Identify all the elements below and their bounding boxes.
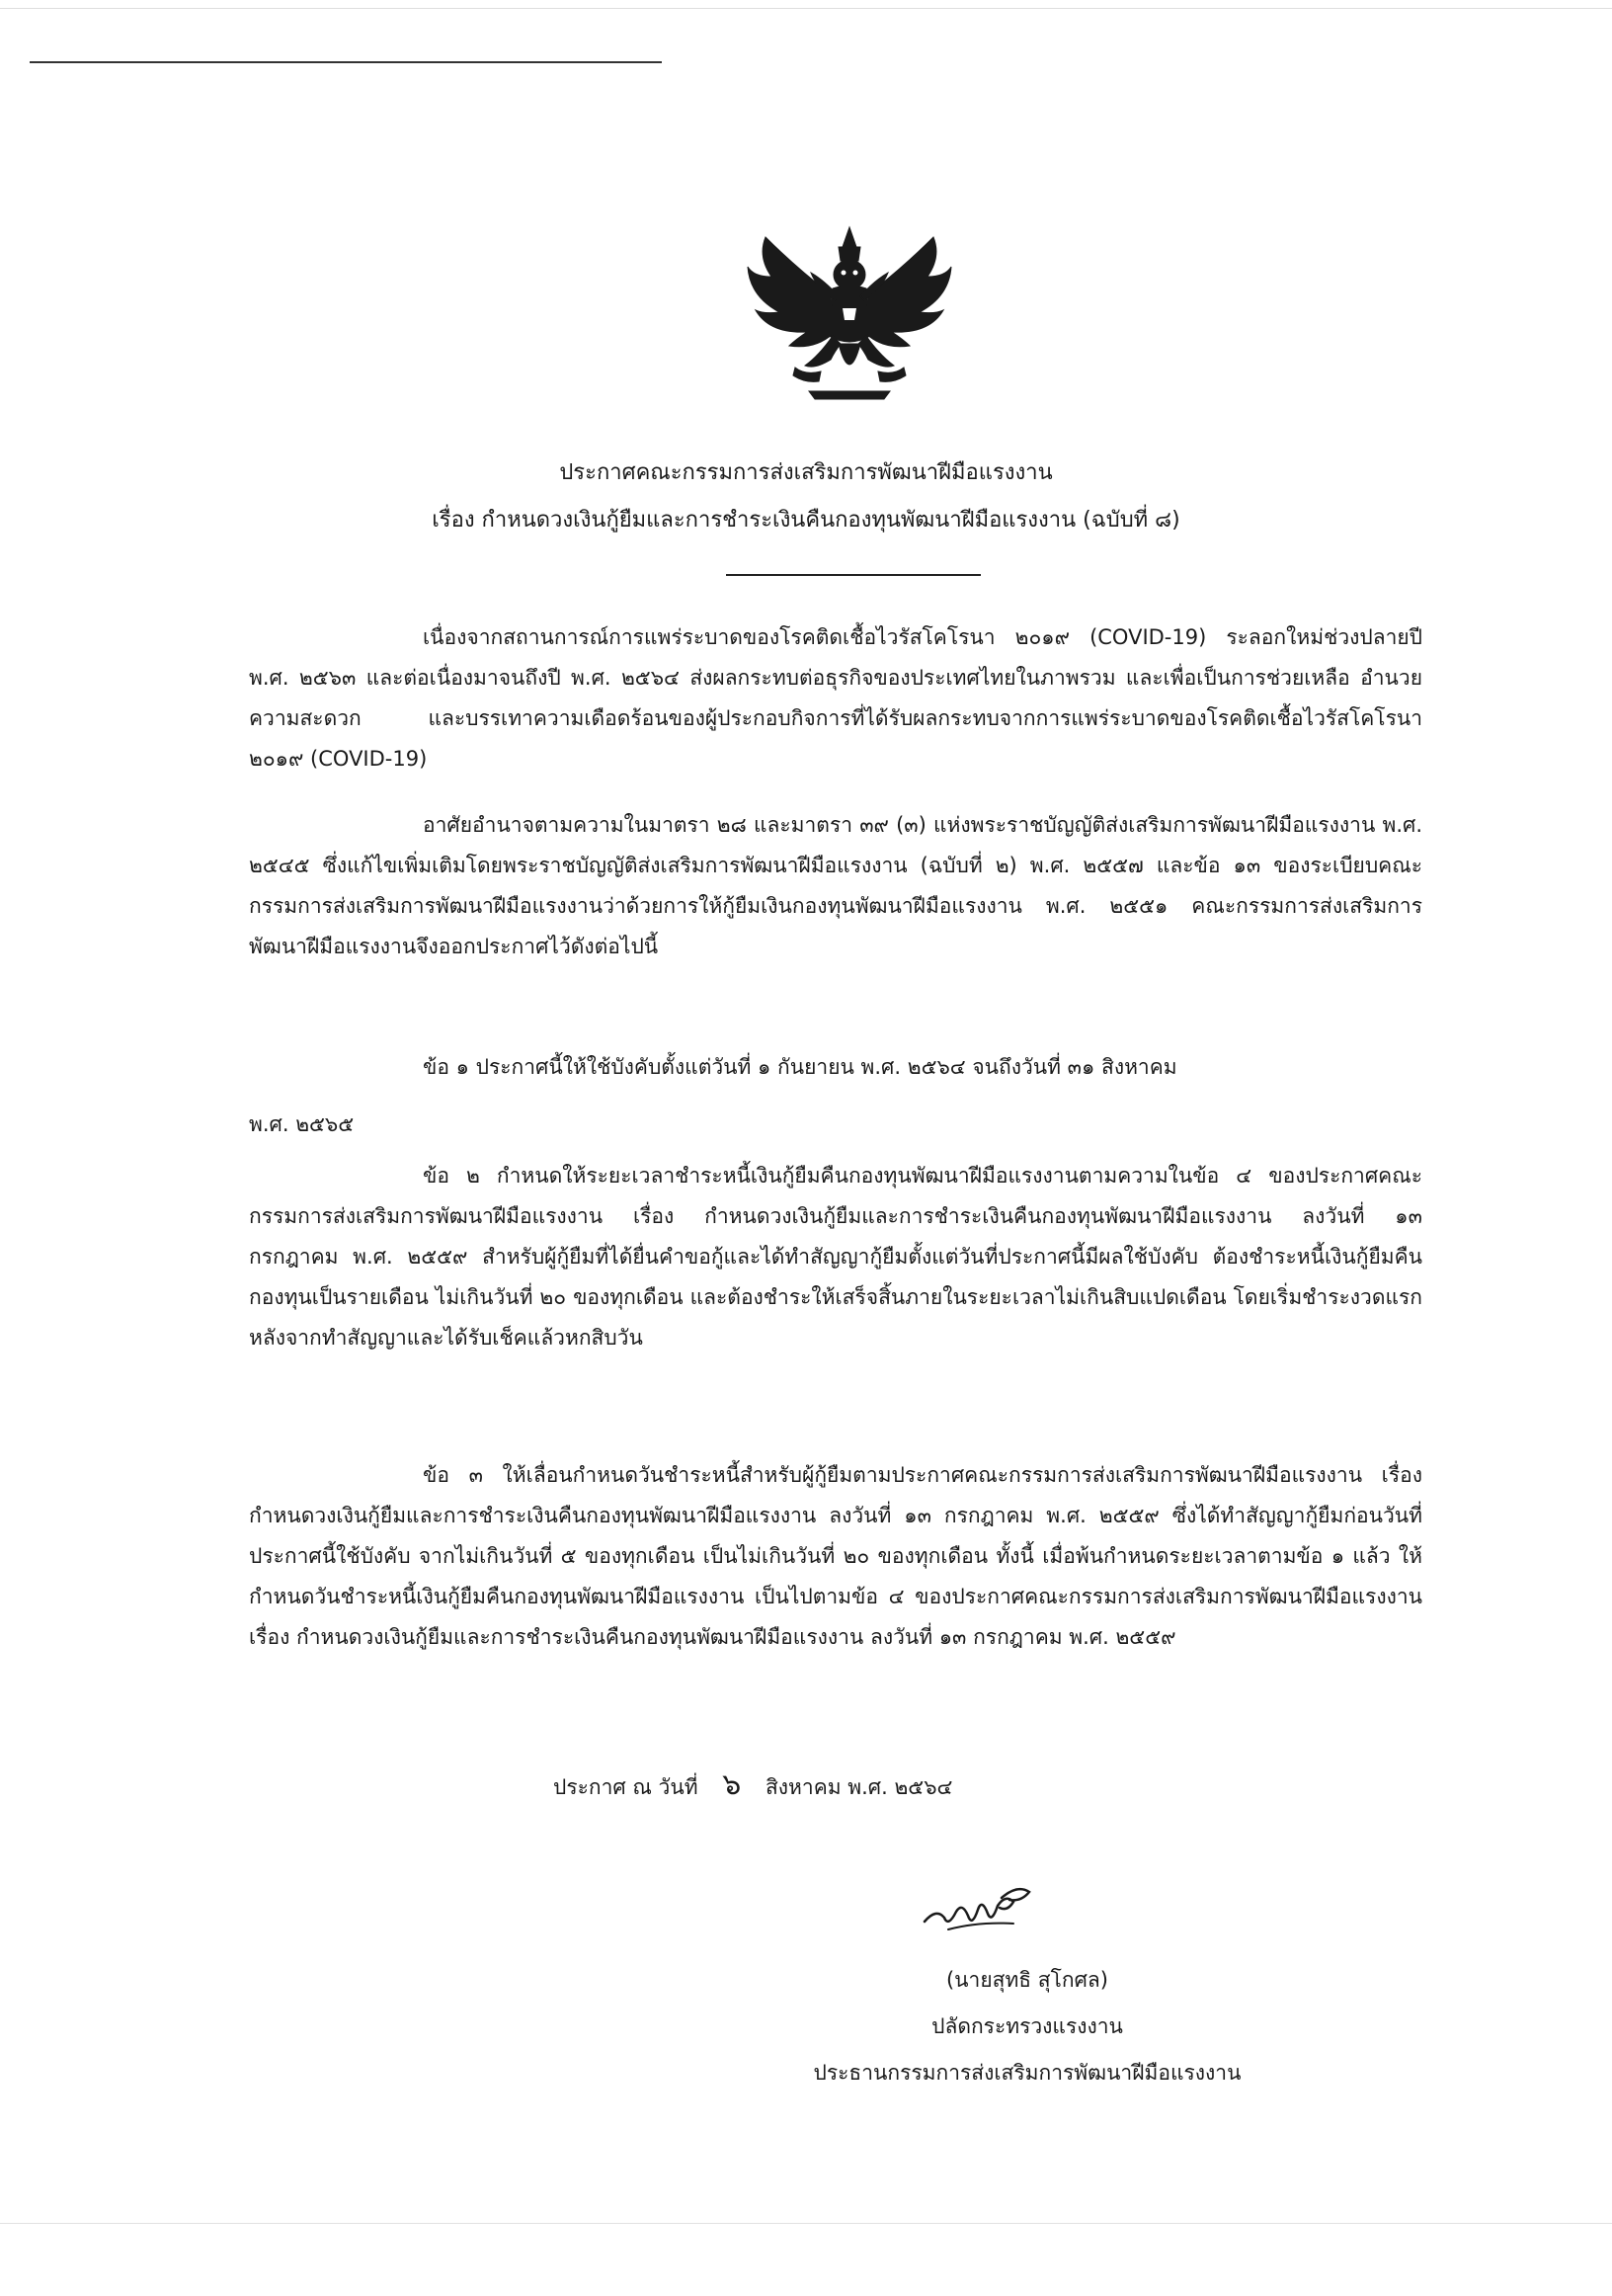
clause-1-end: พ.ศ. ๒๕๖๕ [249,1112,355,1136]
scan-bottom-edge [0,2223,1612,2224]
intro-paragraph [249,617,1422,779]
signatory-name: (นายสุทธิ สุโกศล) [945,1968,1108,1992]
clause-1-text: ข้อ ๑ ประกาศนี้ให้ใช้บังคับตั้งแต่วันที่ ๑ กันยายน พ.ศ. ๒๕๖๔ จนถึงวันที่ ๓๑ สิงหาคม [423,1055,1177,1079]
announcement-subject: เรื่อง กำหนดวงเงินกู้ยืมและการชำระเงินคืนกองทุนพัฒนาฝีมือแรงงาน (ฉบับที่ ๘) [432,508,1180,533]
announcement-date [553,1768,952,1804]
announcement-date-prefix: ประกาศ ณ วันที่ [553,1775,698,1799]
scan-top-edge [0,8,1612,9]
announcement-month-year: สิงหาคม พ.ศ. ๒๕๖๔ [765,1775,953,1799]
signatory-role: ประธานกรรมการส่งเสริมการพัฒนาฝีมือแรงงาน [813,2061,1242,2085]
authority-paragraph [249,805,1422,967]
clause-2-paragraph [249,1156,1422,1358]
title-separator [726,574,981,576]
authority-text: อาศัยอำนาจตามความในมาตรา ๒๘ และมาตรา ๓๙ (๓) แห่งพระราชบัญญัติส่งเสริมการพัฒนาฝีมือแรงงาน พ.ศ. ๒๕๔๕ ซึ่งแก้ไขเพิ่มเติมโดยพระราชบัญญัติส่งเสริมการพัฒนาฝีมือแรงงาน (ฉบับที่ ๒) พ.ศ. ๒๕๕๗ และข้อ ๑๓ ของระเบียบคณะกรรมการส่งเสริมการพัฒนาฝีมือแรงงานว่าด้วยการให้กู้ยืมเงินกองทุนพัฒนาฝีมือแรงงาน พ.ศ. ๒๕๕๑ คณะกรรมการส่งเสริมการพัฒนาฝีมือแรงงานจึงออกประกาศไว้ดังต่อไปนี้ [249,813,1422,958]
garuda-emblem-icon [736,217,963,415]
handwritten-signature-icon [919,1872,1037,1941]
signatory-position: ปลัดกระทรวงแรงงาน [931,2014,1123,2038]
clause-1-paragraph [249,1047,1422,1088]
clause-3-text: ข้อ ๓ ให้เลื่อนกำหนดวันชำระหนี้สำหรับผู้กู้ยืมตามประกาศคณะกรรมการส่งเสริมการพัฒนาฝีมือแรงงาน เรื่อง กำหนดวงเงินกู้ยืมและการชำระเงินคืนกองทุนพัฒนาฝีมือแรงงาน ลงวันที่ ๑๓ กรกฎาคม พ.ศ. ๒๕๕๙ ซึ่งได้ทำสัญญากู้ยืมก่อนวันที่ประกาศนี้ใช้บังคับ จากไม่เกินวันที่ ๕ ของทุกเดือน เป็นไม่เกินวันที่ ๒๐ ของทุกเดือน ทั้งนี้ เมื่อพ้นกำหนดระยะเวลาตามข้อ ๑ แล้ว ให้กำหนดวันชำระหนี้เงินกู้ยืมคืนกองทุนพัฒนาฝีมือแรงงาน เป็นไปตามข้อ ๔ ของประกาศคณะกรรมการส่งเสริมการพัฒนาฝีมือแรงงาน เรื่อง กำหนดวงเงินกู้ยืมและการชำระเงินคืนกองทุนพัฒนาฝีมือแรงงาน ลงวันที่ ๑๓ กรกฎาคม พ.ศ. ๒๕๕๙ [249,1463,1422,1649]
top-rule-line [30,61,662,63]
clause-3-paragraph [249,1455,1422,1658]
intro-text: เนื่องจากสถานการณ์การแพร่ระบาดของโรคติดเชื้อไวรัสโคโรนา ๒๐๑๙ (COVID-19) ระลอกใหม่ช่วงปลายปี พ.ศ. ๒๕๖๓ และต่อเนื่องมาจนถึงปี พ.ศ. ๒๕๖๔ ส่งผลกระทบต่อธุรกิจของประเทศไทยในภาพรวม และเพื่อเป็นการช่วยเหลือ อำนวยความสะดวก และบรรเทาความเดือดร้อนของผู้ประกอบกิจการที่ได้รับผลกระทบจากการแพร่ระบาดของโรคติดเชื้อไวรัสโคโรนา ๒๐๑๙ (COVID-19) [249,625,1422,771]
announcement-title: ประกาศคณะกรรมการส่งเสริมการพัฒนาฝีมือแรงงาน [559,460,1053,485]
announcement-day: ๖ [722,1767,742,1802]
clause-2-text: ข้อ ๒ กำหนดให้ระยะเวลาชำระหนี้เงินกู้ยืมคืนกองทุนพัฒนาฝีมือแรงงานตามความในข้อ ๔ ของประกาศคณะกรรมการส่งเสริมการพัฒนาฝีมือแรงงาน เรื่อง กำหนดวงเงินกู้ยืมและการชำระเงินคืนกองทุนพัฒนาฝีมือแรงงาน ลงวันที่ ๑๓ กรกฎาคม พ.ศ. ๒๕๕๙ สำหรับผู้กู้ยืมที่ได้ยื่นคำขอกู้และได้ทำสัญญากู้ยืมตั้งแต่วันที่ประกาศนี้มีผลใช้บังคับ ต้องชำระหนี้เงินกู้ยืมคืนกองทุนเป็นรายเดือน ไม่เกินวันที่ ๒๐ ของทุกเดือน และต้องชำระให้เสร็จสิ้นภายในระยะเวลาไม่เกินสิบแปดเดือน โดยเริ่มชำระงวดแรกหลังจากทำสัญญาและได้รับเช็คแล้วหกสิบวัน [249,1164,1422,1350]
